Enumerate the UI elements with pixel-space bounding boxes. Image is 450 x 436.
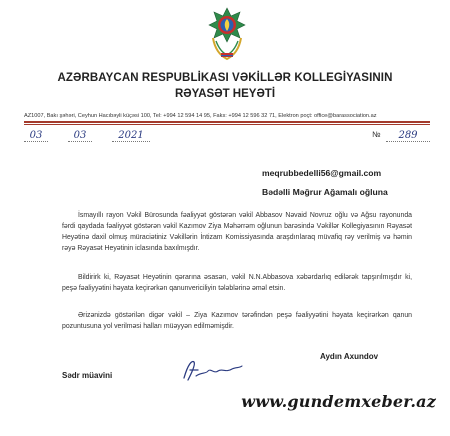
paragraph-text: İsmayıllı rayon Vəkil Bürosunda fəaliyyət göstərən vəkil Abbasov Nəvaid Novruz oğlu və Ağsu rayonunda fərdi qaydada fəaliyyət göstərən vəkil Kazımov Ziya Məhərrəm oğlunun barəsində Vəkillər Kollegiyasının Rəyasət Heyətinə daxil olmuş müraciətiniz Vəkillərin İntizam Komissiyasında araşdırılaraq müvafiq rəy verilmiş və həmin rəyə Rəyasət Heyətinin iclasında baxılmışdır.: [62, 212, 412, 253]
date-year: 2021: [112, 130, 150, 142]
date-day: 03: [24, 130, 48, 142]
handwritten-signature-icon: [178, 356, 244, 384]
azerbaijan-state-emblem-icon: [207, 6, 247, 62]
date-month: 03: [68, 130, 92, 142]
date-number-row: [24, 128, 430, 146]
organization-subtitle: RƏYASƏT HEYƏTİ: [174, 88, 276, 100]
header-divider-thin: [24, 124, 430, 125]
body-paragraph-2: [62, 272, 412, 294]
address-line: AZ1007, Bakı şəhəri, Ceyhun Hacıbəyli küçəsi 100, Tel: +994 12 594 14 95, Faks: +994 12 596 32 71, Elektron poçt: office@barassociation.az: [24, 113, 377, 119]
paragraph-text: Ərizənizdə göstərilən digər vəkil – Ziya Kazımov tərəfindən peşə fəaliyyətini həyata keçirərkən qanun pozuntusuna yol verilməsi halları müəyyən edilməmişdir.: [62, 312, 412, 331]
website-watermark: www.gundemxeber.az: [241, 392, 436, 411]
paragraph-text: Bildirirk ki, Rəyasət Heyətinin qərarına əsasən, vəkil N.N.Abbasova xəbərdarlıq edilərək tapşırılmışdır ki, peşə fəaliyyətini həyata keçirərkən qanunvericiliyin tələblərinə əməl etsin.: [62, 274, 412, 293]
signatory-name: Aydın Axundov: [320, 352, 379, 361]
recipient-email: meqrubbedelli56@gmail.com: [262, 168, 382, 178]
document-number: 289: [386, 130, 430, 142]
number-label: №: [372, 130, 381, 139]
body-paragraph-3: [62, 310, 412, 332]
recipient-name: Bədəlli Məğrur Ağamalı oğluna: [262, 187, 388, 197]
organization-title: AZƏRBAYCAN RESPUBLİKASI VƏKİLLƏR KOLLEGİYASININ: [57, 72, 393, 84]
signatory-position: Sədr müavini: [62, 371, 113, 380]
body-paragraph-1: [62, 210, 412, 254]
header-divider: [24, 121, 430, 123]
